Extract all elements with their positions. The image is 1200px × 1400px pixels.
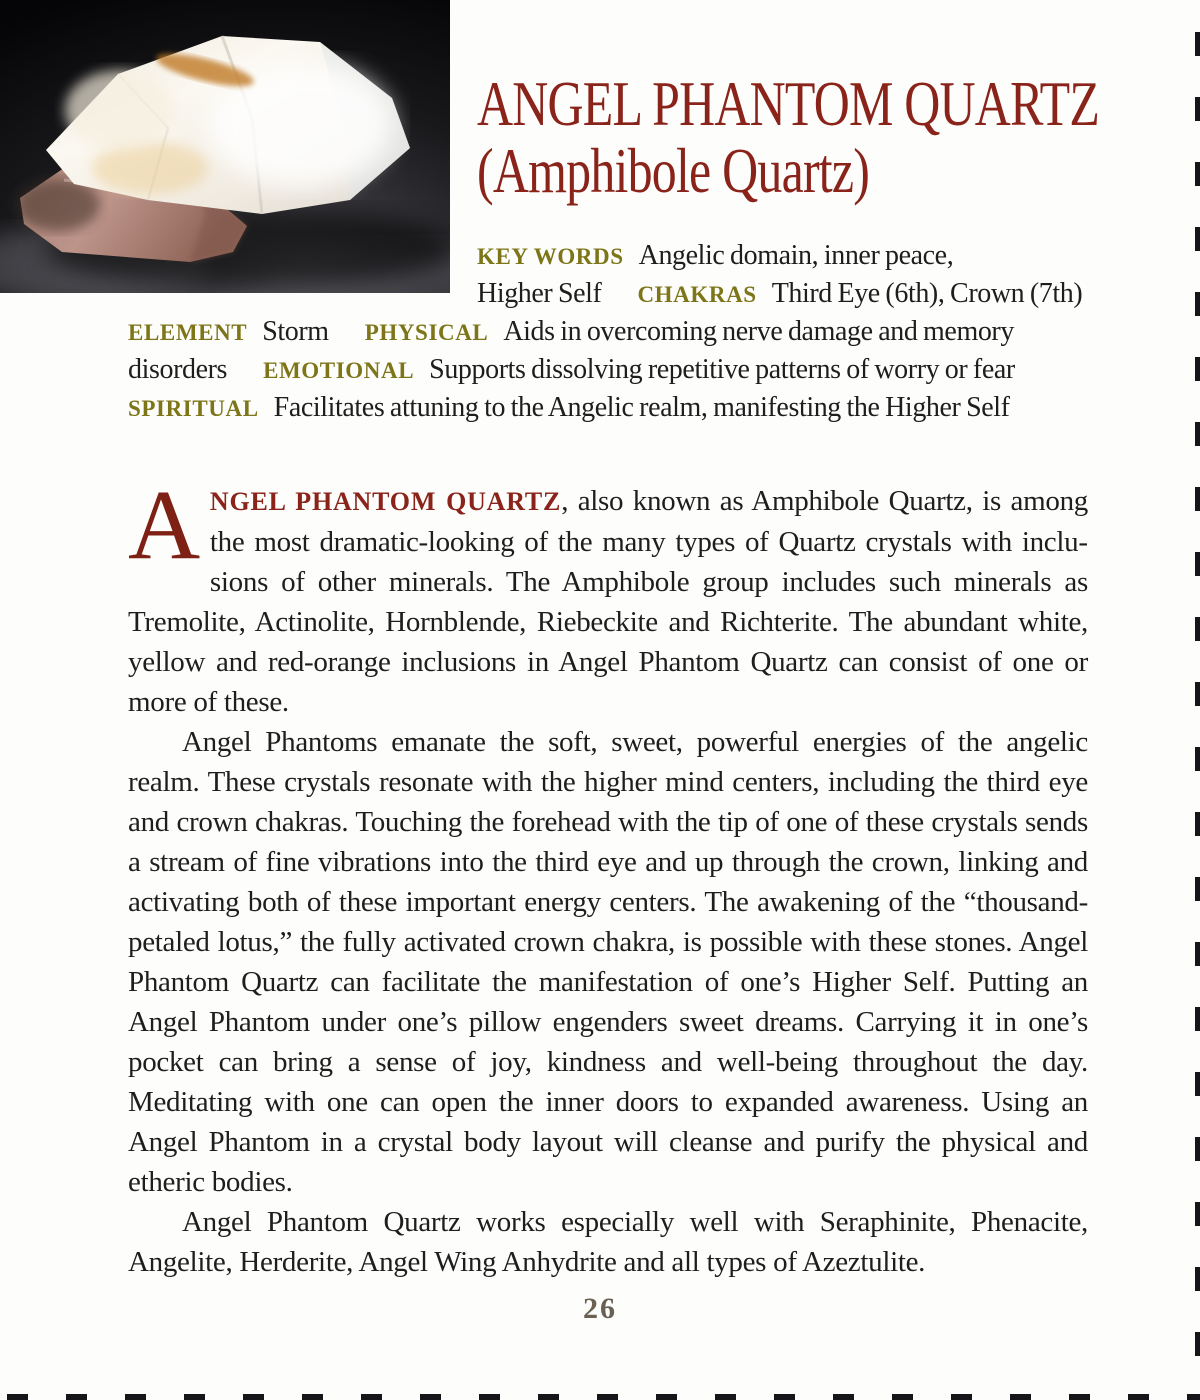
property-label-element: ELEMENT xyxy=(128,320,248,345)
property-label-emotional: EMOTIONAL xyxy=(263,358,415,383)
page-title-line2: (Amphibole Quartz) xyxy=(477,135,870,206)
property-value-emotional: Supports dissolving repetitive patterns of worry or fear xyxy=(429,354,1015,385)
property-value-key-words-cont: Higher Self xyxy=(477,278,602,309)
article-body xyxy=(128,469,1088,1282)
page-header xyxy=(477,70,1200,204)
page-title-line1: ANGEL PHANTOM QUARTZ xyxy=(477,68,1100,139)
property-value-physical: Aids in overcoming nerve damage and memory xyxy=(503,316,1014,347)
property-value-spiritual: Facilitates attuning to the Angelic realm, manifesting the Higher Self xyxy=(273,392,1010,423)
page-number: 26 xyxy=(583,1292,617,1325)
property-line-5 xyxy=(128,389,1200,427)
property-label-spiritual: SPIRITUAL xyxy=(128,396,259,421)
paragraph-1 xyxy=(128,469,1088,722)
property-value-element: Storm xyxy=(262,316,329,347)
paragraph-3: Angel Phantom Quartz works especially well with Seraphinite, Phenacite, Angelite, Herderite, Angel Wing Anhydrite and all types of Azeztulite. xyxy=(128,1206,1088,1278)
property-line-1 xyxy=(477,237,1200,275)
crystal-photo-image xyxy=(0,0,450,293)
property-line-4 xyxy=(128,351,1200,389)
paragraph-1-text: , also known as Amphibole Quartz, is among the most dramatic-looking of the many types of Quartz crystals with inclusions of other minerals. The Amphibole group includes such minerals as Tremolite, Actinolite, Hornblende, Riebeckite and Richterite. The abundant white, yellow and red-orange inclusions in Angel Phantom Quartz can consist of one or more of these. xyxy=(128,485,1088,718)
property-line-2 xyxy=(477,275,1200,313)
property-value-key-words: Angelic domain, inner peace, xyxy=(638,240,954,271)
page-edge-marks-bottom xyxy=(0,1394,1200,1400)
property-label-chakras: CHAKRAS xyxy=(637,282,757,307)
property-value-physical-cont: disorders xyxy=(128,354,228,385)
property-label-physical: PHYSICAL xyxy=(364,320,489,345)
crystal-photo xyxy=(0,0,450,293)
property-value-chakras: Third Eye (6th), Crown (7th) xyxy=(771,278,1083,309)
paragraph-2: Angel Phantoms emanate the soft, sweet, powerful energies of the angelic realm. These crystals resonate with the higher mind centers, including the third eye and crown chakras. Touching the forehead with the tip of one of these crystals sends a stream of fine vibrations into the third eye and up through the crown, linking and activating both of these important energy centers. The awakening of the “thousand-petaled lotus,” the fully activated crown chakra, is possible with these stones. Angel Phantom Quartz can facilitate the manifestation of one’s Higher Self. Putting an Angel Phantom under one’s pillow engenders sweet dreams. Carrying it in one’s pocket can bring a sense of joy, kindness and well-being throughout the day. Meditating with one can open the inner doors to expanded awareness. Using an Angel Phantom in a crystal body layout will cleanse and purify the physical and etheric bodies. xyxy=(128,726,1088,1198)
lead-small-caps: NGEL PHANTOM QUARTZ xyxy=(209,487,562,516)
drop-cap: A xyxy=(128,469,200,580)
property-label-key-words: KEY WORDS xyxy=(477,244,624,269)
page-edge-marks-right xyxy=(1195,0,1200,1400)
property-line-3 xyxy=(128,313,1200,351)
